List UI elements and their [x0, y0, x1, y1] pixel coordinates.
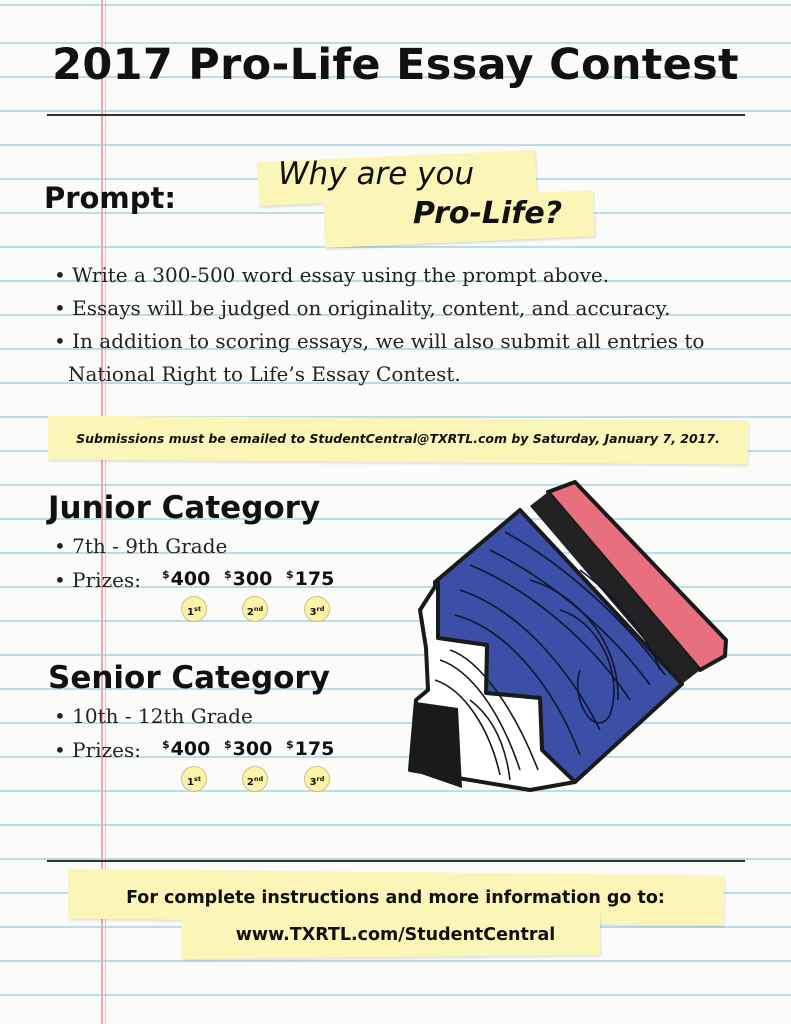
senior-prize-1st: $400 — [162, 738, 211, 760]
junior-prize-2nd: $300 — [224, 568, 273, 590]
senior-prize-2nd: $300 — [224, 738, 273, 760]
page-title: 2017 Pro-Life Essay Contest — [52, 40, 739, 90]
junior-grades: • 7th - 9th Grade — [54, 534, 228, 558]
senior-prizes-label: • Prizes: — [54, 738, 141, 762]
prompt-label: Prompt: — [44, 181, 176, 215]
pencil-illustration-icon — [380, 470, 740, 800]
junior-prizes-label: • Prizes: — [54, 568, 141, 592]
junior-prize-3rd: $175 — [286, 568, 335, 590]
rule-item: • In addition to scoring essays, we will also submit all entries to National Right to Life’s Essay Contest. — [54, 325, 764, 391]
senior-place-1st-badge: 1st — [181, 766, 207, 792]
senior-place-2nd-badge: 2nd — [242, 766, 268, 792]
junior-prize-1st: $400 — [162, 568, 211, 590]
bottom-divider — [47, 860, 745, 862]
junior-category-title: Junior Category — [48, 490, 321, 526]
junior-place-3rd-badge: 3rd — [304, 596, 330, 622]
senior-place-3rd-badge: 3rd — [304, 766, 330, 792]
rule-item: • Write a 300-500 word essay using the prompt above. — [54, 259, 764, 292]
senior-prize-3rd: $175 — [286, 738, 335, 760]
rules-list — [54, 259, 764, 391]
senior-grades: • 10th - 12th Grade — [54, 704, 253, 728]
pencil-tip-shape — [410, 702, 462, 788]
rule-item: • Essays will be judged on originality, content, and accuracy. — [54, 292, 764, 325]
footer-url-link[interactable]: www.TXRTL.com/StudentCentral — [235, 925, 556, 945]
junior-place-1st-badge: 1st — [181, 596, 207, 622]
junior-place-2nd-badge: 2nd — [242, 596, 268, 622]
submission-note: Submissions must be emailed to StudentCentral@TXRTL.com by Saturday, January 7, 2017. — [76, 431, 720, 446]
top-divider — [47, 114, 745, 116]
prompt-question-line2: Pro-Life? — [413, 196, 563, 231]
footer-info-text: For complete instructions and more information go to: — [126, 888, 665, 908]
senior-category-title: Senior Category — [48, 660, 330, 696]
prompt-question-line1: Why are you — [278, 156, 475, 192]
